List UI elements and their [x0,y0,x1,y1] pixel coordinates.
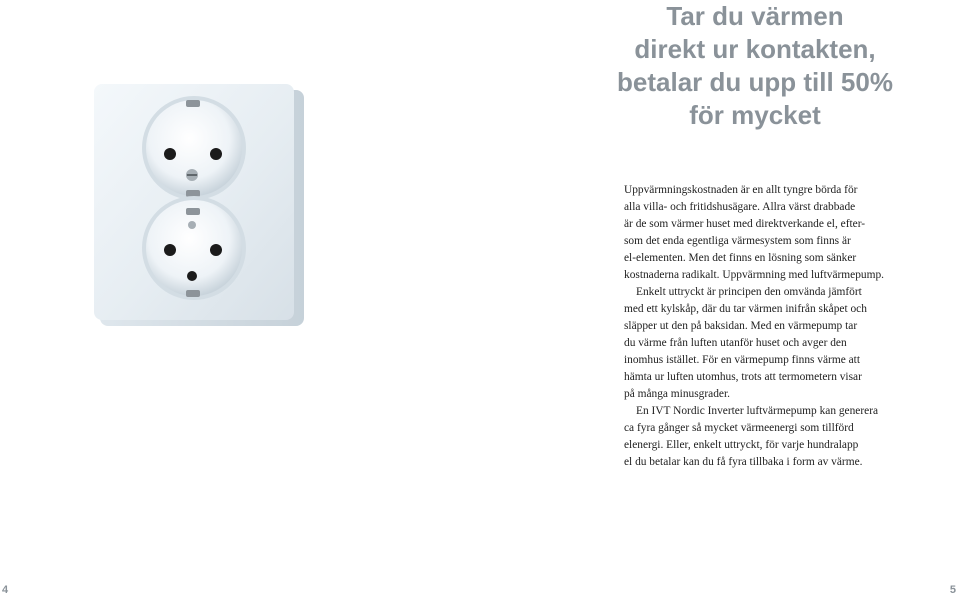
text-line: el-elementen. Men det finns en lösning som sänker [624,252,857,264]
text-line: En IVT Nordic Inverter luftvärmepump kan generera [636,405,879,417]
text-line: som det enda egentliga värmesystem som finns är [624,235,851,247]
text-line: du värme från luften utanför huset och avger den [624,337,847,349]
text-line: kostnaderna radikalt. Uppvärmning med luftvärmepump. [624,269,885,281]
double-wall-socket-icon [86,80,310,330]
headline-line-1: Tar du värmen [666,1,844,31]
text-line: alla villa- och fritidshusägare. Allra värst drabbade [624,201,856,213]
text-line: Enkelt uttryckt är principen den omvända jämfört [636,286,862,298]
text-line: på många minusgrader. [624,388,730,400]
page-number-right: 5 [949,584,956,596]
text-line: Uppvärmningskostnaden är en allt tyngre börda för [624,184,858,196]
text-line: el du betalar kan du få fyra tillbaka i form av värme. [624,456,863,468]
text-line: med ett kylskåp, där du tar värmen inifrån skåpet och [624,303,867,315]
text-line: släpper ut den på baksidan. Med en värmepump tar [624,320,858,332]
text-line: ca fyra gånger så mycket värmeenergi som tillförd [624,422,854,434]
text-line: inomhus istället. För en värmepump finns värme att [624,354,860,366]
paragraph-3 [624,403,886,471]
wall-socket-image [86,80,310,330]
paragraph-1 [624,182,886,284]
text-line: elenergi. Eller, enkelt uttryckt, för varje hundralapp [624,439,859,451]
headline-line-2: direkt ur kontakten, [634,34,876,64]
headline-line-4: för mycket [689,100,821,130]
text-line: är de som värmer huset med direktverkande el, efter- [624,218,866,230]
headline [560,0,950,132]
paragraph-2 [624,284,886,403]
text-line: hämta ur luften utomhus, trots att termometern visar [624,371,862,383]
body-text [624,182,886,471]
page-number-left: 4 [2,584,9,596]
headline-line-3: betalar du upp till 50% [617,67,893,97]
